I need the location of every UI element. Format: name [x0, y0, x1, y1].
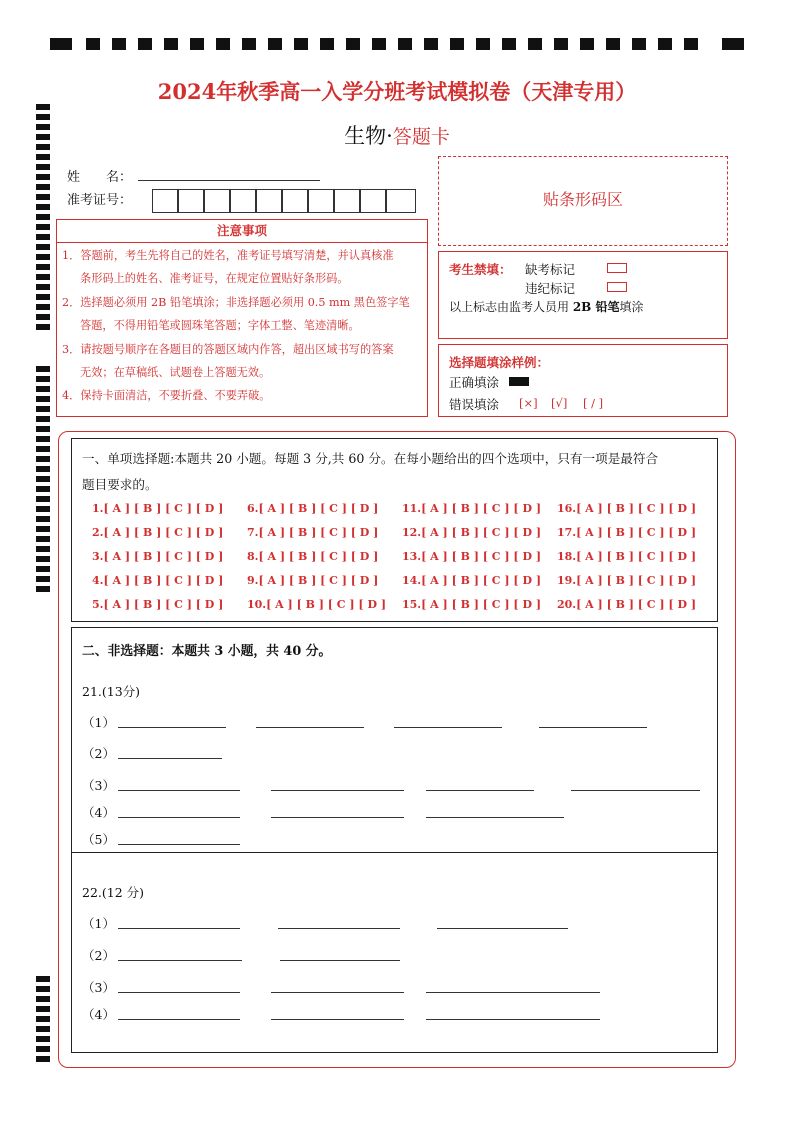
- q22-4-blank-a[interactable]: [118, 1019, 240, 1020]
- choice-row-3[interactable]: 3.[ A ] [ B ] [ C ] [ D ]: [92, 550, 224, 563]
- absent-label: 缺考标记: [525, 262, 576, 277]
- barcode-label: 贴条形码区: [542, 190, 623, 209]
- choice-row-19[interactable]: 19.[ A ] [ B ] [ C ] [ D ]: [557, 574, 697, 587]
- name-field[interactable]: [138, 180, 320, 181]
- notice-item-2b: 答题，不得用铅笔或圆珠笔答题；字体工整、笔迹清晰。: [80, 319, 360, 332]
- fill-sample-box: [438, 344, 728, 417]
- violation-label: 违纪标记: [525, 281, 576, 296]
- q21-label-2: （2）: [82, 746, 115, 761]
- q21-label-4: （4）: [82, 805, 115, 820]
- section2-box: [71, 627, 718, 1053]
- q21-label-1: （1）: [82, 715, 115, 730]
- q21-1-blank-d[interactable]: [539, 727, 647, 728]
- notice-item-1a: 1．答题前，考生先将自己的姓名，准考证号填写清楚，并认真核准: [62, 249, 394, 262]
- wrong-mark-3: [ / ]: [583, 396, 604, 410]
- prohibit-title: 考生禁填：: [449, 262, 512, 277]
- q21-1-blank-b[interactable]: [256, 727, 364, 728]
- choice-row-1[interactable]: 1.[ A ] [ B ] [ C ] [ D ]: [92, 502, 224, 515]
- choice-row-2[interactable]: 2.[ A ] [ B ] [ C ] [ D ]: [92, 526, 224, 539]
- choice-row-10[interactable]: 10.[ A ] [ B ] [ C ] [ D ]: [247, 598, 387, 611]
- q22-label-2: （2）: [82, 948, 115, 963]
- section2-divider: [71, 852, 718, 853]
- q21-4-blank-b[interactable]: [271, 817, 404, 818]
- q21-3-blank-a[interactable]: [118, 790, 240, 791]
- q22-4-blank-c[interactable]: [426, 1019, 600, 1020]
- q22-1-blank-c[interactable]: [437, 928, 568, 929]
- q21-heading: 21.(13分): [82, 684, 141, 699]
- q21-label-5: （5）: [82, 832, 115, 847]
- choice-row-18[interactable]: 18.[ A ] [ B ] [ C ] [ D ]: [557, 550, 697, 563]
- choice-row-15[interactable]: 15.[ A ] [ B ] [ C ] [ D ]: [402, 598, 542, 611]
- choice-row-8[interactable]: 8.[ A ] [ B ] [ C ] [ D ]: [247, 550, 379, 563]
- choice-row-5[interactable]: 5.[ A ] [ B ] [ C ] [ D ]: [92, 598, 224, 611]
- page-title: 2024年秋季高一入学分班考试模拟卷（天津专用）: [157, 79, 637, 104]
- choice-row-14[interactable]: 14.[ A ] [ B ] [ C ] [ D ]: [402, 574, 542, 587]
- wrong-mark-2: [√]: [551, 396, 568, 410]
- wrong-label: 错误填涂: [449, 397, 500, 412]
- q22-2-blank-b[interactable]: [280, 960, 400, 961]
- q21-3-blank-d[interactable]: [571, 790, 700, 791]
- q21-2-blank-a[interactable]: [118, 758, 222, 759]
- q22-2-blank-a[interactable]: [118, 960, 242, 961]
- subject-heading: [0, 120, 794, 150]
- q21-4-blank-a[interactable]: [118, 817, 240, 818]
- notice-item-4: 4．保持卡面清洁，不要折叠、不要弄破。: [62, 389, 271, 402]
- choice-row-4[interactable]: 4.[ A ] [ B ] [ C ] [ D ]: [92, 574, 224, 587]
- q22-3-blank-c[interactable]: [426, 992, 600, 993]
- section1-title-line2: 题目要求的。: [82, 477, 158, 492]
- q21-5-blank-a[interactable]: [118, 844, 240, 845]
- q21-1-blank-c[interactable]: [394, 727, 502, 728]
- q21-4-blank-c[interactable]: [426, 817, 564, 818]
- section1-title-line1: 一、单项选择题:本题共 20 小题。每题 3 分,共 60 分。在每小题给出的四个选项中，只有一项是最符合: [82, 451, 659, 466]
- choice-row-7[interactable]: 7.[ A ] [ B ] [ C ] [ D ]: [247, 526, 379, 539]
- notice-item-2a: 2．选择题必须用 2B 铅笔填涂；非选择题必须用 0.5 mm 黑色签字笔: [62, 296, 410, 309]
- barcode-area: [438, 156, 728, 246]
- wrong-mark-1: [×]: [519, 396, 538, 410]
- violation-mark-box[interactable]: [607, 282, 627, 292]
- choice-row-6[interactable]: 6.[ A ] [ B ] [ C ] [ D ]: [247, 502, 379, 515]
- q21-label-3: （3）: [82, 778, 115, 793]
- notice-item-3b: 无效；在草稿纸、试题卷上答题无效。: [80, 366, 271, 379]
- correct-fill-example: [509, 377, 529, 386]
- id-label: 准考证号：: [67, 193, 133, 208]
- q22-3-blank-a[interactable]: [118, 992, 240, 993]
- q22-1-blank-b[interactable]: [278, 928, 400, 929]
- q22-3-blank-b[interactable]: [271, 992, 404, 993]
- card-label: 答题卡: [392, 126, 450, 148]
- prohibit-box: [438, 251, 728, 339]
- notice-title-bar: [56, 219, 428, 243]
- choice-row-17[interactable]: 17.[ A ] [ B ] [ C ] [ D ]: [557, 526, 697, 539]
- q22-heading: 22.(12 分): [82, 885, 145, 900]
- sample-title: 选择题填涂样例：: [449, 355, 550, 370]
- q22-4-blank-b[interactable]: [271, 1019, 404, 1020]
- prohibit-note: 以上标志由监考人员用 2B 铅笔填涂: [449, 300, 644, 314]
- choice-row-20[interactable]: 20.[ A ] [ B ] [ C ] [ D ]: [557, 598, 697, 611]
- choice-row-12[interactable]: 12.[ A ] [ B ] [ C ] [ D ]: [402, 526, 542, 539]
- subject-name: 生物·: [344, 124, 393, 148]
- q22-label-1: （1）: [82, 916, 115, 931]
- q22-label-3: （3）: [82, 980, 115, 995]
- q22-label-4: （4）: [82, 1007, 115, 1022]
- choice-row-13[interactable]: 13.[ A ] [ B ] [ C ] [ D ]: [402, 550, 542, 563]
- q21-3-blank-c[interactable]: [426, 790, 534, 791]
- choice-row-11[interactable]: 11.[ A ] [ B ] [ C ] [ D ]: [402, 502, 542, 515]
- notice-item-3a: 3．请按题号顺序在各题目的答题区域内作答，超出区域书写的答案: [62, 343, 394, 356]
- timing-marks-top: [50, 38, 744, 50]
- correct-label: 正确填涂: [449, 375, 500, 390]
- section2-title: 二、非选择题：本题共 3 小题，共 40 分。: [82, 644, 332, 659]
- absent-mark-box[interactable]: [607, 263, 627, 273]
- notice-item-1b: 条形码上的姓名、准考证号，在规定位置贴好条形码。: [80, 272, 349, 285]
- choice-row-16[interactable]: 16.[ A ] [ B ] [ C ] [ D ]: [557, 502, 697, 515]
- q22-1-blank-a[interactable]: [118, 928, 240, 929]
- q21-3-blank-b[interactable]: [271, 790, 404, 791]
- choice-row-9[interactable]: 9.[ A ] [ B ] [ C ] [ D ]: [247, 574, 379, 587]
- name-label: 姓 名：: [67, 170, 133, 185]
- notice-title: 注意事项: [216, 223, 267, 238]
- q21-1-blank-a[interactable]: [118, 727, 226, 728]
